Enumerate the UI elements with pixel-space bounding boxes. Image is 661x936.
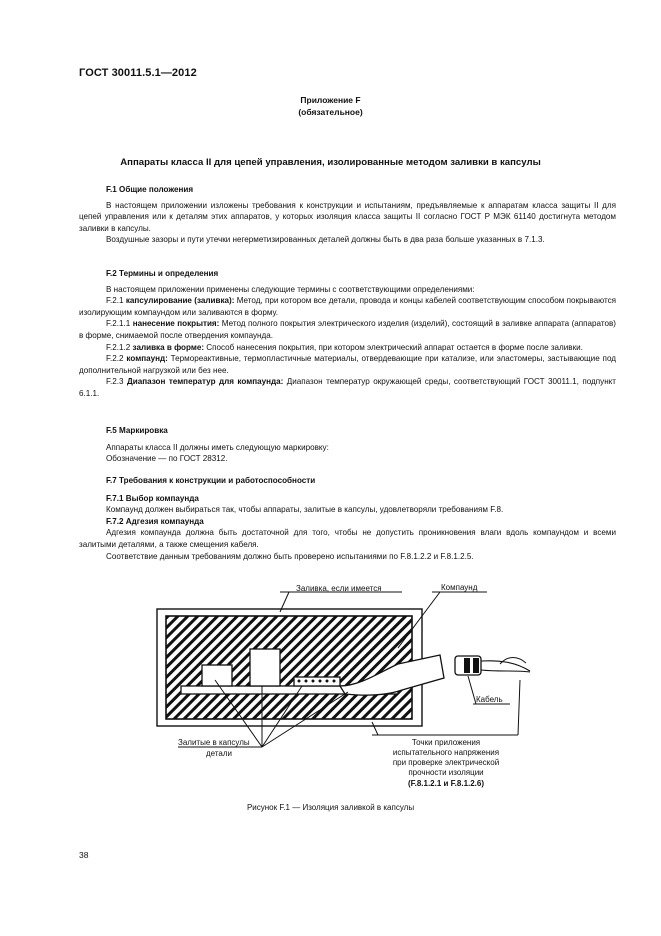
paragraph: Компаунд должен выбираться так, чтобы аппараты, залитые в капсулы, удовлетворяли требованиям F.8. xyxy=(106,505,504,515)
section-heading: F.7 Требования к конструкции и работоспособности xyxy=(106,476,316,485)
page-number: 38 xyxy=(79,850,89,860)
term-definition: F.2.1.1 нанесение покрытия: Метод полного покрытия электрического изделия (изделий), состоящий в заливке аппарата (аппаратов) в форме, снимаемой после отвердения компаунда. xyxy=(79,319,616,340)
term-definition: F.2.2 компаунд: Термореактивные, термопластичные материалы, отвердевающие при катализе, или эластомеры, застывающие под дополнительной нагрузкой или без нее. xyxy=(79,354,616,375)
annex-subtitle: (обязательное) xyxy=(298,107,363,117)
paragraph: Воздушные зазоры и пути утечки негерметизированных деталей должны быть в два раза больше указанных в 7.1.3. xyxy=(106,235,545,245)
term: заливка в форме: xyxy=(132,342,205,352)
label-points-line1: Точки приложения xyxy=(411,738,481,747)
document-code-header: ГОСТ 30011.5.1—2012 xyxy=(79,67,197,79)
label-fill: Заливка, если имеется xyxy=(296,584,382,593)
label-points-line3: при проверке электрической xyxy=(392,758,500,767)
label-parts-line2: детали xyxy=(206,749,233,758)
label-points-line4: прочности изоляции xyxy=(408,768,484,777)
term: компаунд: xyxy=(126,354,168,364)
component-large xyxy=(250,649,280,686)
paragraph: В настоящем приложении применены следующие термины с соответствующими определениями: xyxy=(106,284,475,294)
term-definition: F.2.3 Диапазон температур для компаунда: Диапазон температур окружающей среды, соответствующий ГОСТ 30011.1, подпункт 6.1.1. xyxy=(79,377,617,398)
paragraph: Адгезия компаунда должна быть достаточной для того, чтобы не допустить проникновения влаги вдоль компаундом и всеми залитыми деталями, а также смещения кабеля. xyxy=(79,528,616,549)
term: нанесение покрытия: xyxy=(132,319,220,329)
section-heading: F.5 Маркировка xyxy=(106,426,168,435)
annex-title: Приложение F xyxy=(300,95,361,105)
label-compound: Компаунд xyxy=(441,583,478,592)
subsection-heading: F.7.2 Адгезия компаунда xyxy=(106,516,204,526)
term: Диапазон температур для компаунда: xyxy=(127,377,284,387)
label-points-line2: испытательного напряжения xyxy=(392,748,500,757)
label-parts-line1: Залитые в капсулы xyxy=(178,738,250,747)
paragraph: Обозначение — по ГОСТ 28312. xyxy=(106,454,228,464)
term-definition: F.2.1.2 заливка в форме: Способ нанесения покрытия, при котором электрический аппарат остается в форме после заливки. xyxy=(106,342,583,352)
section-heading: F.1 Общие положения xyxy=(106,185,194,194)
label-points-line5: (F.8.1.2.1 и F.8.1.2.6) xyxy=(407,779,485,788)
main-title: Аппараты класса II для цепей управления, изолированные методом заливки в капсулы xyxy=(120,157,541,168)
term-definition: F.2.1 капсулирование (заливка): Метод, при котором все детали, провода и концы кабелей соответствующим способом покрываются изолирующим компаундом или заливаются в форму. xyxy=(79,296,617,317)
subsection-heading: F.7.1 Выбор компаунда xyxy=(106,493,199,503)
label-cable: Кабель xyxy=(476,695,503,704)
paragraph: В настоящем приложении изложены требования к конструкции и испытаниям, предъявляемые к аппаратам класса защиты II для цепей управления или к деталям этих аппаратов, у которых изоляция класса защиты II согласно ГОСТ Р МЭК 61140 достигнута методом заливки в капсулы. xyxy=(79,200,616,233)
paragraph: Аппараты класса II должны иметь следующую маркировку: xyxy=(106,442,329,452)
term: капсулирование (заливка): xyxy=(125,296,235,306)
figure-caption: Рисунок F.1 — Изоляция заливкой в капсулы xyxy=(246,803,415,812)
section-heading: F.2 Термины и определения xyxy=(106,269,219,278)
paragraph: Соответствие данным требованиям должно быть проверено испытаниями по F.8.1.2.2 и F.8.1.2.5. xyxy=(106,551,474,561)
